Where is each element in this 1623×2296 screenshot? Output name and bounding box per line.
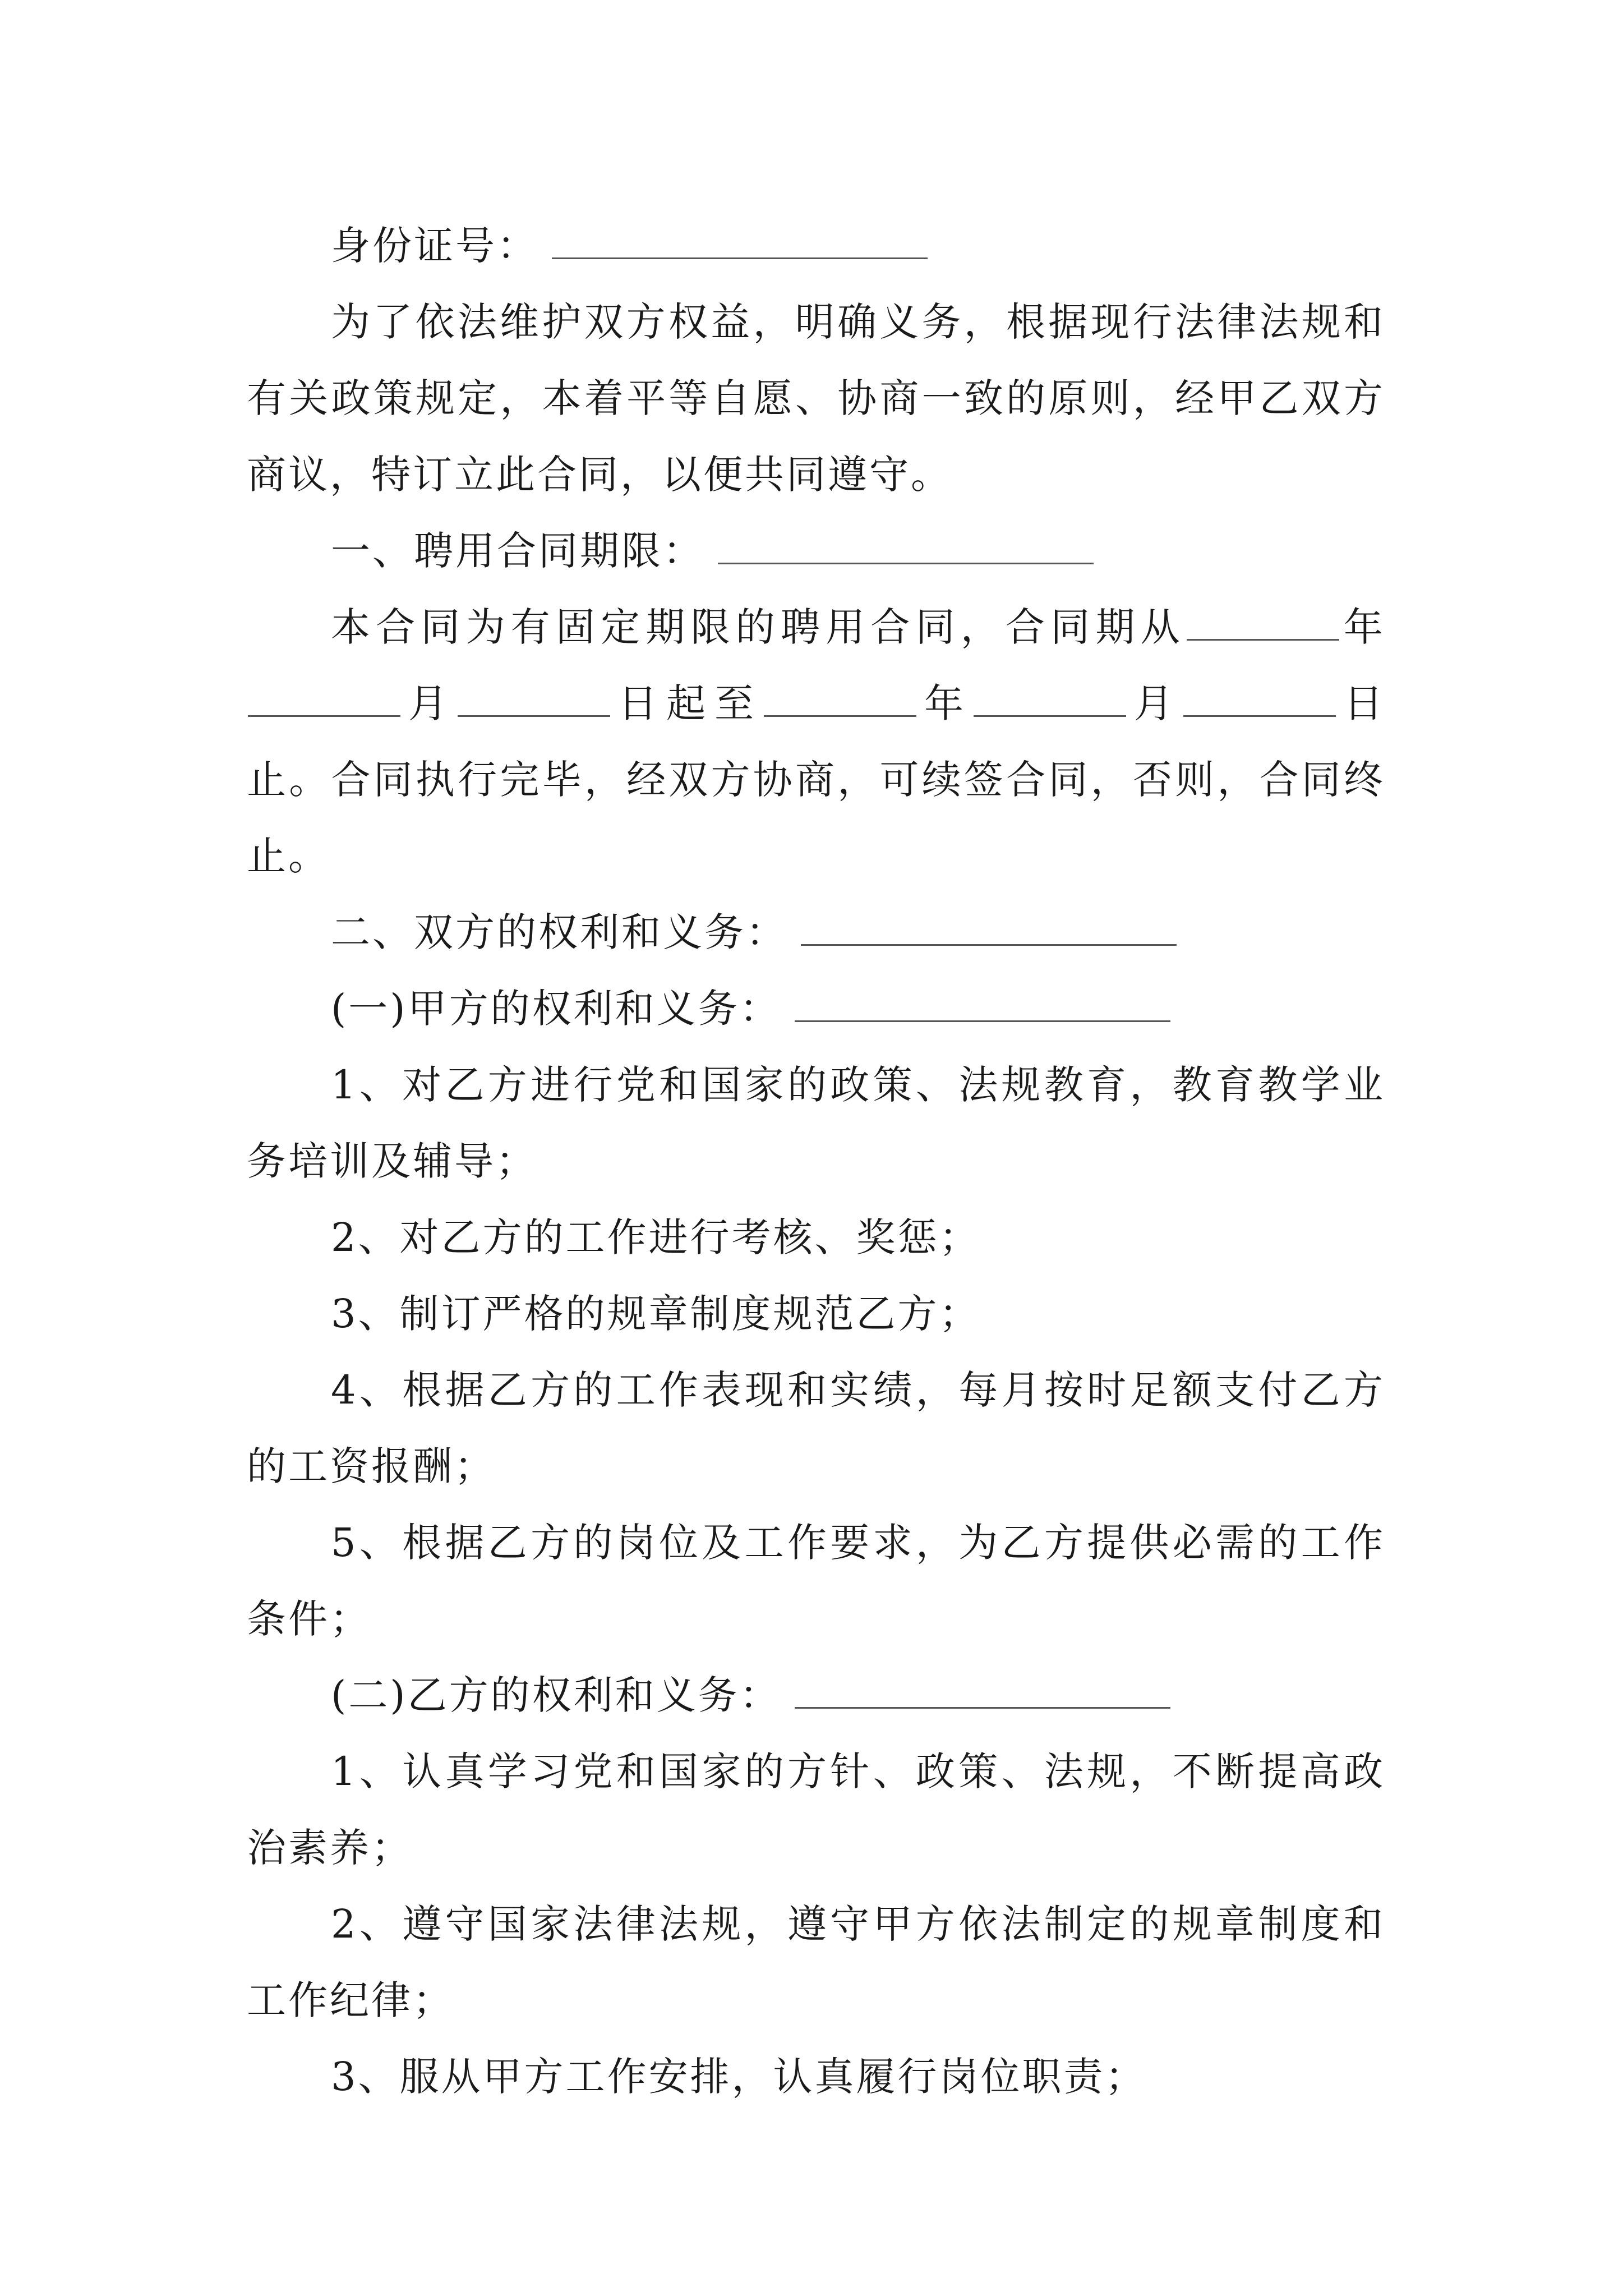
end-day-blank[interactable]: [1183, 680, 1336, 717]
term-month1: 月: [402, 680, 457, 726]
party-b-item: 2、遵守国家法律法规，遵守甲方依法制定的规章制度和工作纪律；: [247, 1901, 1385, 2023]
term-year2: 年: [917, 680, 972, 726]
party-b-blank[interactable]: [795, 1672, 1170, 1709]
end-month-blank[interactable]: [974, 680, 1126, 717]
section1-heading: 一、聘用合同期限：: [331, 528, 704, 574]
party-a-item: 1、对乙方进行党和国家的政策、法规教育，教育教学业务培训及辅导；: [247, 1062, 1385, 1184]
section1-blank[interactable]: [718, 528, 1094, 564]
term-month2: 月: [1127, 680, 1182, 726]
start-year-blank[interactable]: [1187, 604, 1339, 641]
section1-heading-line: [247, 513, 1385, 589]
party-b-heading: (二)乙方的权利和义务：: [331, 1672, 781, 1718]
section2-heading: 二、双方的权利和义务：: [331, 909, 787, 955]
term-prefix: 本合同为有固定期限的聘用合同，合同期从: [331, 604, 1186, 650]
id-number-label: 身份证号：: [331, 223, 538, 269]
id-number-line: [247, 208, 1385, 284]
end-year-blank[interactable]: [764, 680, 916, 717]
party-b-item: 3、服从甲方工作安排，认真履行岗位职责；: [331, 2054, 1147, 2100]
party-a-blank[interactable]: [795, 986, 1170, 1022]
start-day-blank[interactable]: [458, 680, 610, 717]
party-a-item: 5、根据乙方的岗位及工作要求，为乙方提供必需的工作条件；: [247, 1520, 1385, 1642]
term-day1: 日起至: [611, 680, 763, 726]
party-b-item: 1、认真学习党和国家的方针、政策、法规，不断提高政治素养；: [247, 1749, 1385, 1871]
document-body: [247, 208, 1385, 2115]
term-suffix: 合同执行完毕，经双方协商，可续签合同，否则，合同终止。: [247, 757, 1386, 879]
intro-paragraph: 为了依法维护双方权益，明确义务，根据现行法律法规和有关政策规定，本着平等自愿、协商一致的原则，经甲乙双方商议，特订立此合同，以便共同遵守。: [247, 299, 1385, 498]
section2-heading-line: [247, 894, 1385, 970]
section2-blank[interactable]: [801, 909, 1177, 946]
party-a-heading-line: [247, 970, 1385, 1047]
party-a-heading: (一)甲方的权利和义务：: [331, 986, 781, 1032]
party-a-item: 2、对乙方的工作进行考核、奖惩；: [331, 1214, 981, 1260]
party-a-item: 3、制订严格的规章制度规范乙方；: [331, 1291, 981, 1337]
term-year1: 年: [1340, 604, 1386, 650]
term-day2: 日止。: [247, 680, 1385, 803]
start-month-blank[interactable]: [248, 680, 400, 717]
contract-term-paragraph: [247, 589, 1385, 894]
party-b-heading-line: [247, 1657, 1385, 1733]
id-number-blank[interactable]: [552, 223, 928, 259]
party-a-item: 4、根据乙方的工作表现和实绩，每月按时足额支付乙方的工资报酬；: [247, 1367, 1385, 1489]
